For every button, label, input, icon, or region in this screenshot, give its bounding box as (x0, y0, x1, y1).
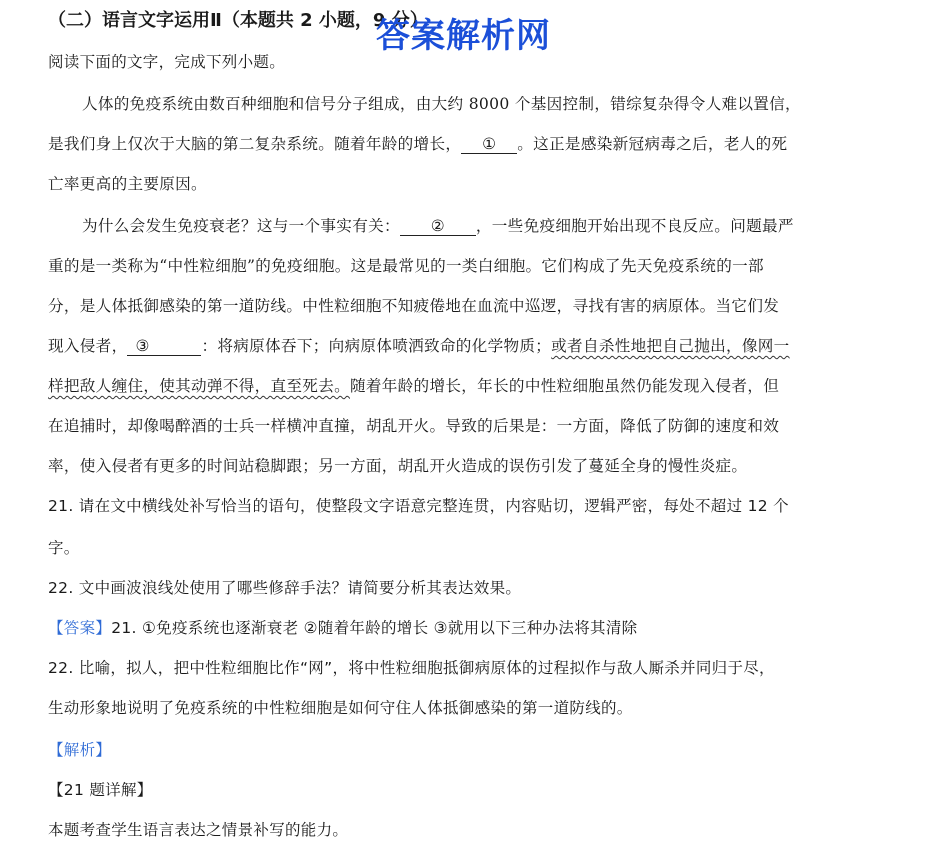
answer-21 (48, 616, 637, 638)
detail-tag: 【21 题详解】 (48, 781, 153, 799)
section-heading: （二）语言文字运用Ⅱ（本题共 2 小题，9 分） (48, 10, 428, 31)
passage-line: 分，是人体抵御感染的第一道防线。中性粒细胞不知疲倦地在血流中巡逻，寻找有害的病原体。当它们发 (48, 297, 780, 315)
question-21: 21. 请在文中横线处补写恰当的语句，使整段文字语意完整连贯，内容贴切，逻辑严密，每处不超过 12 个 (48, 497, 789, 515)
passage-text: 随着年龄的增长，年长的中性粒细胞虽然仍能发现入侵者，但 (349, 377, 780, 395)
blank-2[interactable]: ② (400, 217, 476, 236)
passage-line: 人体的免疫系统由数百种细胞和信号分子组成，由大约 8000 个基因控制，错综复杂得令人难以置信， (82, 95, 801, 113)
answer-22: 22. 比喻，拟人，把中性粒细胞比作“网”，将中性粒细胞抵御病原体的过程拟作与敌人厮杀并同归于尽， (48, 659, 775, 677)
question-21-cont: 字。 (48, 539, 80, 557)
passage-line (48, 132, 787, 154)
passage-line: 亡率更高的主要原因。 (48, 175, 207, 193)
wavy-underlined-text: 或者自杀性地把自己抛出，像网一 (551, 337, 790, 355)
answer-22-cont: 生动形象地说明了免疫系统的中性粒细胞是如何守住人体抵御感染的第一道防线的。 (48, 699, 633, 717)
blank-1[interactable]: ① (461, 135, 517, 154)
passage-line (82, 214, 794, 236)
analysis-text: 本题考查学生语言表达之情景补写的能力。 (48, 821, 349, 839)
question-22: 22. 文中画波浪线处使用了哪些修辞手法？请简要分析其表达效果。 (48, 579, 522, 597)
passage-text: 。这正是感染新冠病毒之后，老人的死 (517, 135, 788, 153)
passage-text: ：将病原体吞下；向病原体喷洒致命的化学物质； (201, 337, 552, 355)
answer-tag: 【答案】 (48, 619, 112, 637)
analysis-tag: 【解析】 (48, 741, 112, 759)
passage-text: 是我们身上仅次于大脑的第二复杂系统。随着年龄的增长， (48, 135, 462, 153)
passage-line: 重的是一类称为“中性粒细胞”的免疫细胞。这是最常见的一类白细胞。它们构成了先天免疫系统的一部 (48, 257, 764, 275)
passage-text: ，一些免疫细胞开始出现不良反应。问题最严 (475, 217, 794, 235)
blank-3[interactable]: ③ (127, 337, 201, 356)
instruction-text: 阅读下面的文字，完成下列小题。 (48, 53, 286, 71)
passage-line: 在追捕时，却像喝醉酒的士兵一样横冲直撞，胡乱开火。导致的后果是：一方面，降低了防御的速度和效 (48, 417, 780, 435)
passage-line (48, 374, 779, 396)
passage-line (48, 334, 790, 356)
passage-line: 率，使入侵者有更多的时间站稳脚跟；另一方面，胡乱开火造成的误伤引发了蔓延全身的慢性炎症。 (48, 457, 748, 475)
wavy-underlined-text: 样把敌人缠住，使其动弹不得，直至死去。 (48, 377, 350, 395)
answer-text: 21. ①免疫系统也逐渐衰老 ②随着年龄的增长 ③就用以下三种办法将其清除 (111, 619, 638, 637)
passage-text: 为什么会发生免疫衰老？这与一个事实有关： (82, 217, 400, 235)
passage-text: 现入侵者， (48, 337, 128, 355)
watermark-text: 答案解析网 (376, 16, 551, 56)
